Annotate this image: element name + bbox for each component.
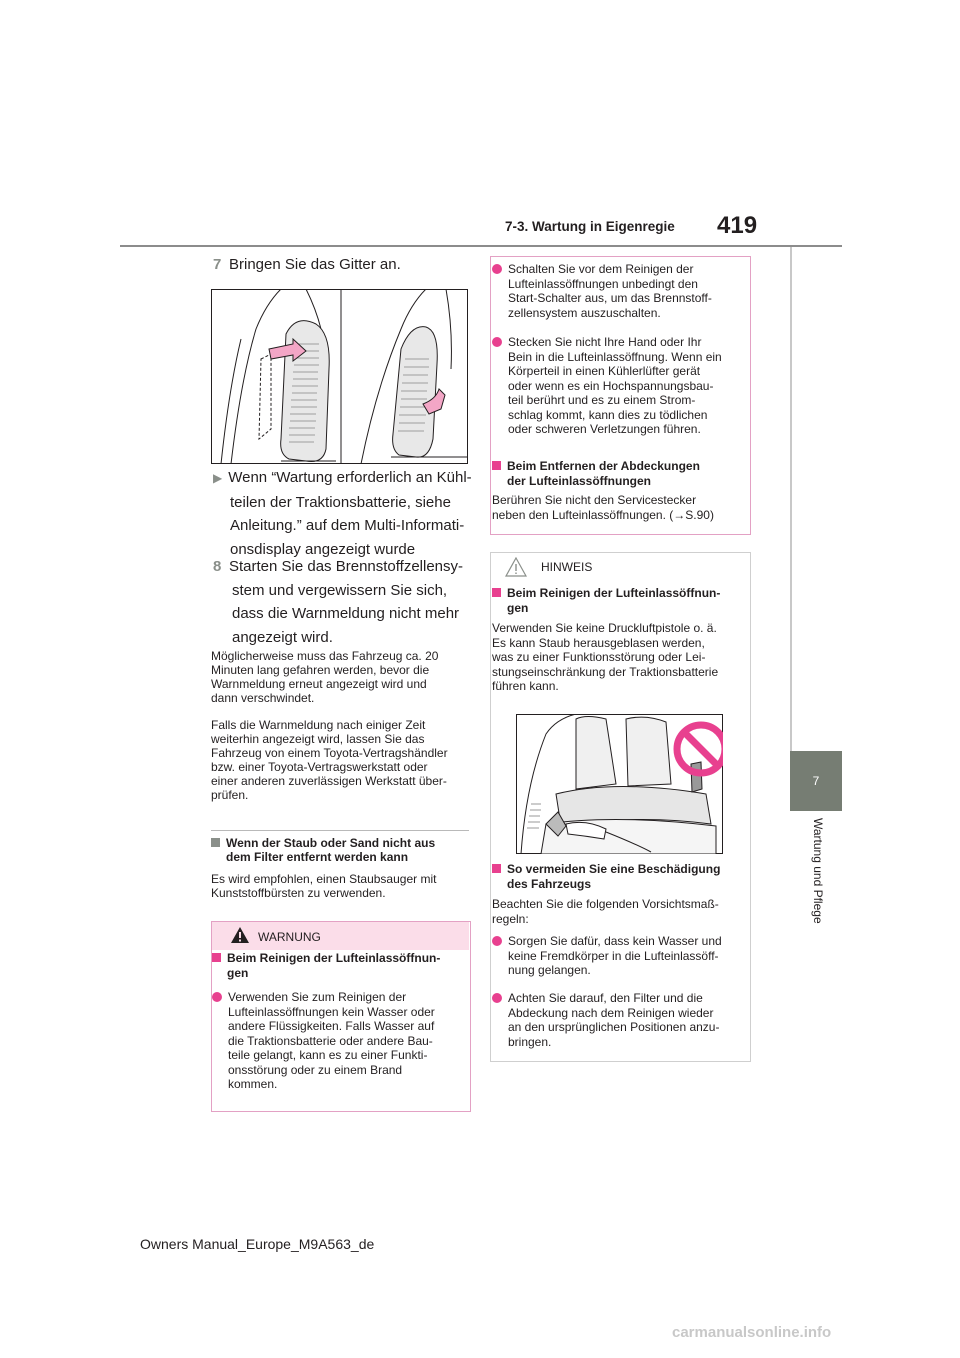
page-reference-link[interactable]: neben den Lufteinlassöffnungen. (→S.90) bbox=[492, 507, 714, 522]
round-bullet-icon bbox=[492, 993, 502, 1003]
square-bullet-icon bbox=[211, 838, 220, 847]
step-text: Bringen Sie das Gitter an. bbox=[229, 256, 401, 273]
step-8: 8 Starten Sie das Brennstoffzellensy- stem und vergewissern Sie sich, dass die Warnmeldung nicht mehr angezeigt wird. bbox=[213, 555, 478, 649]
grille-install-illustration bbox=[211, 289, 468, 464]
page-number: 419 bbox=[717, 212, 758, 239]
side-rule bbox=[790, 247, 792, 751]
note-paragraph-1: Möglicherweise muss das Fahrzeug ca. 20 Minuten lang gefahren werden, bevor die Warnmeldung erneut angezeigt wird und dann verschwindet. bbox=[211, 649, 439, 705]
note-paragraph-2: Falls die Warnmeldung nach einiger Zeit weiterhin angezeigt wird, lassen Sie das Fahrzeug von einem Toyota-Vertragshändler bzw. einer Toyota-Vertragswerkstatt oder einer anderen zuverlässigen Werkstatt über- prüfen. bbox=[211, 718, 448, 802]
square-bullet-icon bbox=[492, 864, 501, 873]
warning-bullet-1: Schalten Sie vor dem Reinigen der Lufteinlassöffnungen unbedingt den Start-Schalter aus, um das Brennstoff- zellensystem auszuschalten. bbox=[492, 262, 747, 320]
prohibited-air-gun-illustration bbox=[516, 714, 723, 854]
chapter-tab[interactable] bbox=[790, 751, 842, 811]
square-bullet-icon bbox=[492, 461, 501, 470]
subsection-heading: Wenn der Staub oder Sand nicht aus dem Filter entfernt werden kann bbox=[211, 836, 471, 864]
warning-bullet: Verwenden Sie zum Reinigen der Lufteinlassöffnungen kein Wasser oder andere Flüssigkeiten. Falls Wasser auf die Traktionsbatterie oder andere Bau- teile gelangt, kann es zu einer Funkti- onsstörung oder zu einem Brand kommen. bbox=[212, 990, 467, 1092]
warning-header bbox=[212, 922, 469, 950]
warning-bullet-2: Stecken Sie nicht Ihre Hand oder Ihr Bein in die Lufteinlassöffnung. Wenn ein Körperteil in einen Kühlerlüfter gerät oder wenn es ein Hochspannungsbau- teil berührt und es zu einem Strom- schlag kommt, kann dies zu tödlichen oder schweren Verletzungen führen. bbox=[492, 335, 747, 437]
round-bullet-icon bbox=[492, 264, 502, 274]
notice-bullet-1: Sorgen Sie dafür, dass kein Wasser und keine Fremdkörper in die Lufteinlassöff- nung gelangen. bbox=[492, 934, 747, 978]
warning-heading: Beim Reinigen der Lufteinlassöffnun- gen bbox=[212, 951, 467, 980]
notice-title: HINWEIS bbox=[541, 560, 593, 574]
round-bullet-icon bbox=[212, 992, 222, 1002]
square-bullet-icon bbox=[212, 953, 221, 962]
watermark: carmanualsonline.info bbox=[672, 1324, 832, 1341]
chapter-title: Wartung und Pflege bbox=[811, 818, 825, 924]
footer-text: Owners Manual_Europe_M9A563_de bbox=[140, 1236, 375, 1252]
round-bullet-icon bbox=[492, 337, 502, 347]
chapter-number: 7 bbox=[812, 774, 820, 788]
notice-text-1: Verwenden Sie keine Druckluftpistole o. ä. Es kann Staub herausgeblasen werden, was zu einer Funktionsstörung oder Lei- stungseinschränkung der Traktionsbatterie führen kann. bbox=[492, 621, 719, 693]
notice-heading-2: So vermeiden Sie eine Beschädigung des Fahrzeugs bbox=[492, 862, 747, 891]
triangle-bullet-icon: ▶ bbox=[213, 471, 223, 485]
warning-title: WARNUNG bbox=[258, 930, 321, 944]
notice-bullet-2: Achten Sie darauf, den Filter und die Abdeckung nach dem Reinigen wieder an den ursprünglichen Positionen anzu- bringen. bbox=[492, 991, 747, 1049]
notice-text-2: Beachten Sie die folgenden Vorsichtsmaß- regeln: bbox=[492, 897, 719, 926]
step-7 bbox=[213, 253, 473, 276]
warning-covers-heading: Beim Entfernen der Abdeckungen der Lufteinlassöffnungen bbox=[492, 459, 747, 488]
step-number: 7 bbox=[213, 256, 222, 273]
section-title: 7-3. Wartung in Eigenregie bbox=[505, 219, 675, 234]
header-rule bbox=[120, 245, 842, 247]
warning-covers-text: Berühren Sie nicht den Servicestecker neben den Lufteinlassöffnungen. (→S.90) bbox=[492, 493, 747, 522]
subsection-rule bbox=[211, 830, 469, 831]
subsection-text: Es wird empfohlen, einen Staubsauger mit Kunststoffbürsten zu verwenden. bbox=[211, 872, 437, 900]
square-bullet-icon bbox=[492, 588, 501, 597]
round-bullet-icon bbox=[492, 936, 502, 946]
condition-block: ▶ Wenn “Wartung erforderlich an Kühl- teilen der Traktionsbatterie, siehe Anleitung.” auf dem Multi-Informati- onsdisplay angezeigt wurde bbox=[213, 469, 472, 558]
warning-triangle-icon bbox=[230, 926, 250, 944]
step-number: 8 bbox=[213, 558, 222, 575]
notice-heading-1: Beim Reinigen der Lufteinlassöffnun- gen bbox=[492, 586, 747, 615]
caution-triangle-icon bbox=[505, 557, 527, 577]
